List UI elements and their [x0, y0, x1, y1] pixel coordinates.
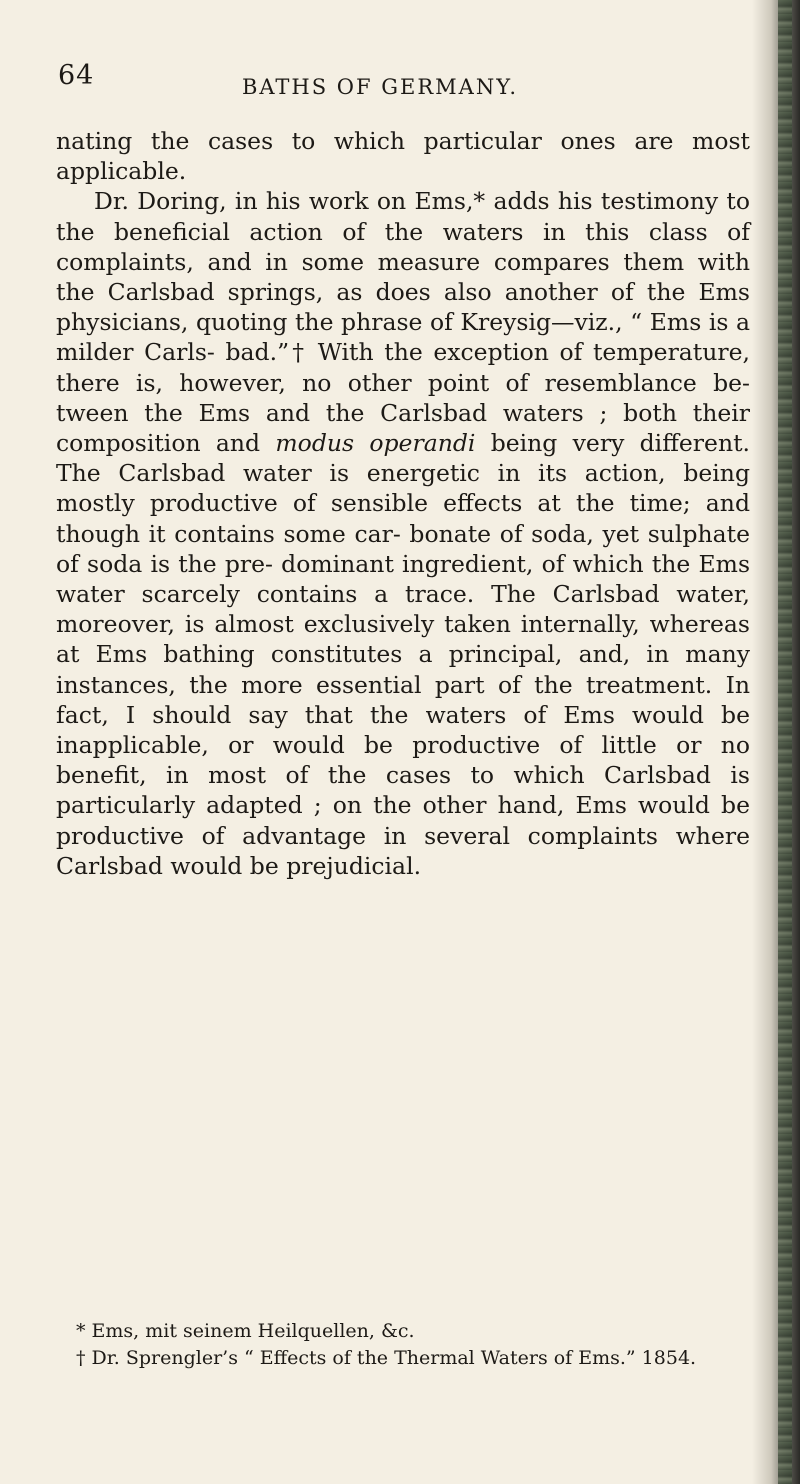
italic-phrase: modus operandi: [275, 429, 476, 458]
footnotes: [56, 1318, 750, 1372]
paragraph-text-segment: Dr. Doring, in his work on Ems,* adds his testimony to the beneficial action of the waters in this class of complaints, and in some measure compares them with the Carlsbad springs, as does also another of the Ems physicians, quoting the phrase of Kreysig—viz., “ Ems is a milder Carls- bad.”† With the exception of temperature, there is, however, no other point of resemblance be- tween the Ems and the Carlsbad waters ; both their composition and: [56, 187, 750, 458]
footnote-2: † Dr. Sprengler’s “ Effects of the Thermal Waters of Ems.” 1854.: [76, 1347, 697, 1369]
paragraph-text-segment: being very different. The Carlsbad water is energetic in its action, being mostly productive of sensible effects at the time; and though it contains some car- bonate of soda, yet sulphate of soda is the pre- dominant ingredient, of which the Ems water scarcely contains a trace. The Carlsbad water, moreover, is almost exclusively taken internally, whereas at Ems bathing constitutes a principal, and, in many instances, the more essential part of the treatment. In fact, I should say that the waters of Ems would be inapplicable, or would be productive of little or no benefit, in most of the cases to which Carlsbad is particularly adapted ; on the other hand, Ems would be productive of advantage in several complaints where Carlsbad would be prejudicial.: [56, 429, 750, 880]
binding-edge: [778, 0, 792, 1484]
body-text: [56, 126, 750, 881]
page-edge-shadow: [752, 0, 800, 1484]
footnote-1: * Ems, mit seinem Heilquellen, &c.: [76, 1320, 415, 1342]
page-number: 64: [58, 60, 95, 91]
paragraph-main: [56, 186, 750, 881]
running-title: BATHS OF GERMANY.: [241, 75, 519, 99]
paragraph-continuation: nating the cases to which particular ones are most applicable.: [56, 127, 750, 186]
